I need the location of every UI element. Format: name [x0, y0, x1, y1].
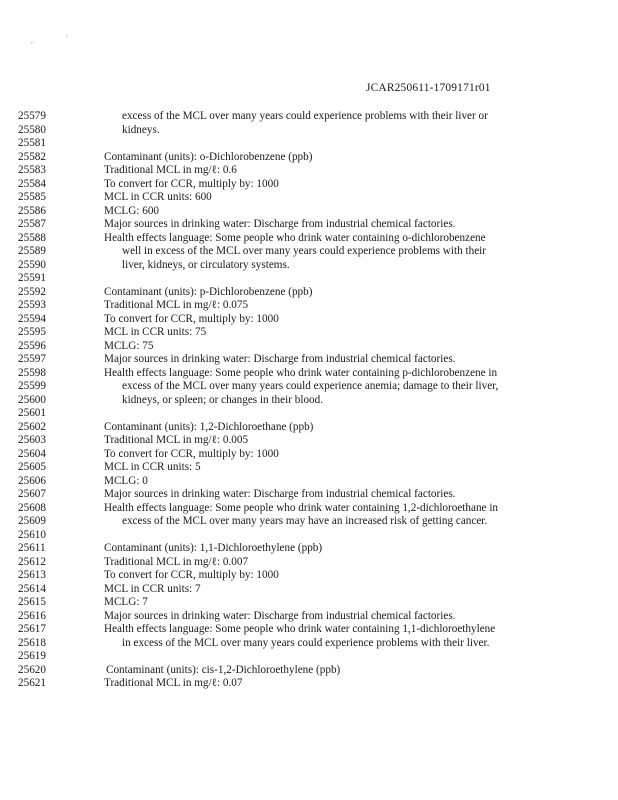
document-line: [0, 326, 618, 340]
line-text: Health effects language: Some people who drink water containing 1,2-dichloroethane in: [104, 501, 499, 514]
document-id: JCAR250611-1709171r01: [366, 82, 491, 94]
document-line: [0, 488, 618, 502]
line-number: 25615: [18, 596, 46, 608]
line-number: 25619: [18, 650, 46, 662]
document-line: [0, 542, 618, 556]
line-number: 25608: [18, 501, 46, 514]
line-number: 25589: [18, 245, 46, 257]
line-text: in excess of the MCL over many years could experience problems with their liver.: [122, 636, 490, 649]
line-text: Health effects language: Some people who drink water containing o-dichlorobenzene: [104, 231, 486, 244]
line-text: kidneys.: [122, 123, 160, 136]
line-number: 25590: [18, 258, 46, 271]
line-number: 25596: [18, 339, 46, 352]
document-line: [0, 232, 618, 246]
document-line: [0, 340, 618, 354]
document-line: [0, 569, 618, 583]
line-text: MCL in CCR units: 5: [104, 461, 201, 473]
line-number: 25600: [18, 393, 46, 406]
line-text: To convert for CCR, multiply by: 1000: [104, 569, 279, 581]
document-line: [0, 407, 618, 421]
line-text: excess of the MCL over many years could experience anemia; damage to their liver,: [122, 380, 499, 392]
line-text: To convert for CCR, multiply by: 1000: [104, 177, 279, 190]
line-text: excess of the MCL over many years could experience problems with their liver or: [122, 110, 488, 122]
document-line: [0, 596, 618, 610]
line-text: Major sources in drinking water: Discharge from industrial chemical factories.: [104, 609, 456, 622]
document-line: [0, 502, 618, 516]
document-line: [0, 191, 618, 205]
line-number: 25607: [18, 488, 46, 500]
line-number: 25582: [18, 150, 46, 163]
line-text: liver, kidneys, or circulatory systems.: [122, 258, 290, 271]
document-line: [0, 299, 618, 313]
line-text: Traditional MCL in mg/ℓ: 0.005: [104, 434, 249, 446]
document-line: [0, 421, 618, 435]
line-text: Major sources in drinking water: Discharge from industrial chemical factories.: [104, 488, 456, 500]
line-text: MCLG: 600: [104, 204, 160, 217]
document-line: [0, 434, 618, 448]
line-number: 25594: [18, 312, 46, 325]
line-number: 25611: [18, 542, 46, 554]
document-line: [0, 353, 618, 367]
document-line: [0, 286, 618, 300]
line-number: 25586: [18, 204, 46, 217]
line-text: Traditional MCL in mg/ℓ: 0.007: [104, 555, 249, 568]
line-number: 25579: [18, 110, 46, 122]
line-number: 25592: [18, 285, 46, 298]
line-number: 25610: [18, 528, 46, 541]
document-line: [0, 380, 618, 394]
line-text: MCLG: 7: [104, 596, 148, 608]
line-number: 25604: [18, 447, 46, 460]
line-number: 25598: [18, 366, 46, 379]
document-line: [0, 664, 618, 678]
document-line: [0, 677, 618, 691]
line-text: Traditional MCL in mg/ℓ: 0.07: [104, 677, 243, 689]
line-text: Major sources in drinking water: Discharge from industrial chemical factories.: [104, 353, 456, 365]
line-text: Health effects language: Some people who drink water containing p-dichlorobenzene in: [104, 366, 498, 379]
line-text: Contaminant (units): 1,2-Dichloroethane (ppb): [104, 420, 314, 433]
document-line: [0, 259, 618, 273]
document-line: [0, 137, 618, 151]
line-number: 25588: [18, 231, 46, 244]
document-line: [0, 151, 618, 165]
line-number: 25581: [18, 137, 46, 149]
document-body: [0, 110, 618, 691]
line-text: Traditional MCL in mg/ℓ: 0.6: [104, 164, 237, 176]
line-text: kidneys, or spleen; or changes in their blood.: [122, 393, 324, 406]
line-text: MCLG: 0: [104, 474, 148, 487]
line-number: 25580: [18, 123, 46, 136]
line-text: Contaminant (units): 1,1-Dichloroethylene (ppb): [104, 542, 323, 554]
line-number: 25591: [18, 272, 46, 284]
line-number: 25595: [18, 326, 46, 338]
line-number: 25609: [18, 515, 46, 527]
document-line: [0, 556, 618, 570]
line-number: 25614: [18, 582, 46, 595]
document-line: [0, 623, 618, 637]
line-number: 25606: [18, 474, 46, 487]
line-number: 25621: [18, 677, 46, 689]
line-text: excess of the MCL over many years may have an increased risk of getting cancer.: [122, 515, 488, 527]
scan-mark: -: [30, 37, 33, 47]
line-number: 25612: [18, 555, 46, 568]
line-number: 25585: [18, 191, 46, 203]
document-line: [0, 124, 618, 138]
document-line: [0, 218, 618, 232]
line-number: 25618: [18, 636, 46, 649]
scan-mark: ': [66, 34, 68, 44]
line-text: MCL in CCR units: 7: [104, 582, 201, 595]
document-line: [0, 205, 618, 219]
document-line: [0, 394, 618, 408]
line-text: MCL in CCR units: 600: [104, 191, 212, 203]
line-text: Contaminant (units): o-Dichlorobenzene (ppb): [104, 150, 313, 163]
document-line: [0, 164, 618, 178]
line-number: 25583: [18, 164, 46, 176]
line-number: 25597: [18, 353, 46, 365]
line-number: 25616: [18, 609, 46, 622]
line-text: To convert for CCR, multiply by: 1000: [104, 312, 279, 325]
document-line: [0, 448, 618, 462]
document-line: [0, 313, 618, 327]
line-text: MCLG: 75: [104, 339, 154, 352]
document-line: [0, 475, 618, 489]
document-line: [0, 610, 618, 624]
line-text: Contaminant (units): cis-1,2-Dichloroethylene (ppb): [106, 663, 341, 676]
document-line: [0, 637, 618, 651]
line-text: Traditional MCL in mg/ℓ: 0.075: [104, 299, 249, 311]
document-line: [0, 367, 618, 381]
line-number: 25617: [18, 623, 46, 635]
document-line: [0, 461, 618, 475]
document-line: [0, 650, 618, 664]
line-number: 25605: [18, 461, 46, 473]
line-number: 25593: [18, 299, 46, 311]
line-text: MCL in CCR units: 75: [104, 326, 207, 338]
line-number: 25613: [18, 569, 46, 581]
line-text: Health effects language: Some people who drink water containing 1,1-dichloroethylene: [104, 623, 496, 635]
document-line: [0, 245, 618, 259]
line-text: Contaminant (units): p-Dichlorobenzene (ppb): [104, 285, 313, 298]
line-text: well in excess of the MCL over many years could experience problems with their: [122, 245, 486, 257]
document-line: [0, 529, 618, 543]
line-number: 25602: [18, 420, 46, 433]
document-line: [0, 110, 618, 124]
line-number: 25587: [18, 218, 46, 230]
line-text: Major sources in drinking water: Discharge from industrial chemical factories.: [104, 218, 456, 230]
line-number: 25603: [18, 434, 46, 446]
line-text: To convert for CCR, multiply by: 1000: [104, 447, 279, 460]
line-number: 25599: [18, 380, 46, 392]
document-line: [0, 272, 618, 286]
document-line: [0, 178, 618, 192]
document-line: [0, 583, 618, 597]
line-number: 25620: [18, 663, 46, 676]
document-line: [0, 515, 618, 529]
line-number: 25601: [18, 407, 46, 419]
line-number: 25584: [18, 177, 46, 190]
